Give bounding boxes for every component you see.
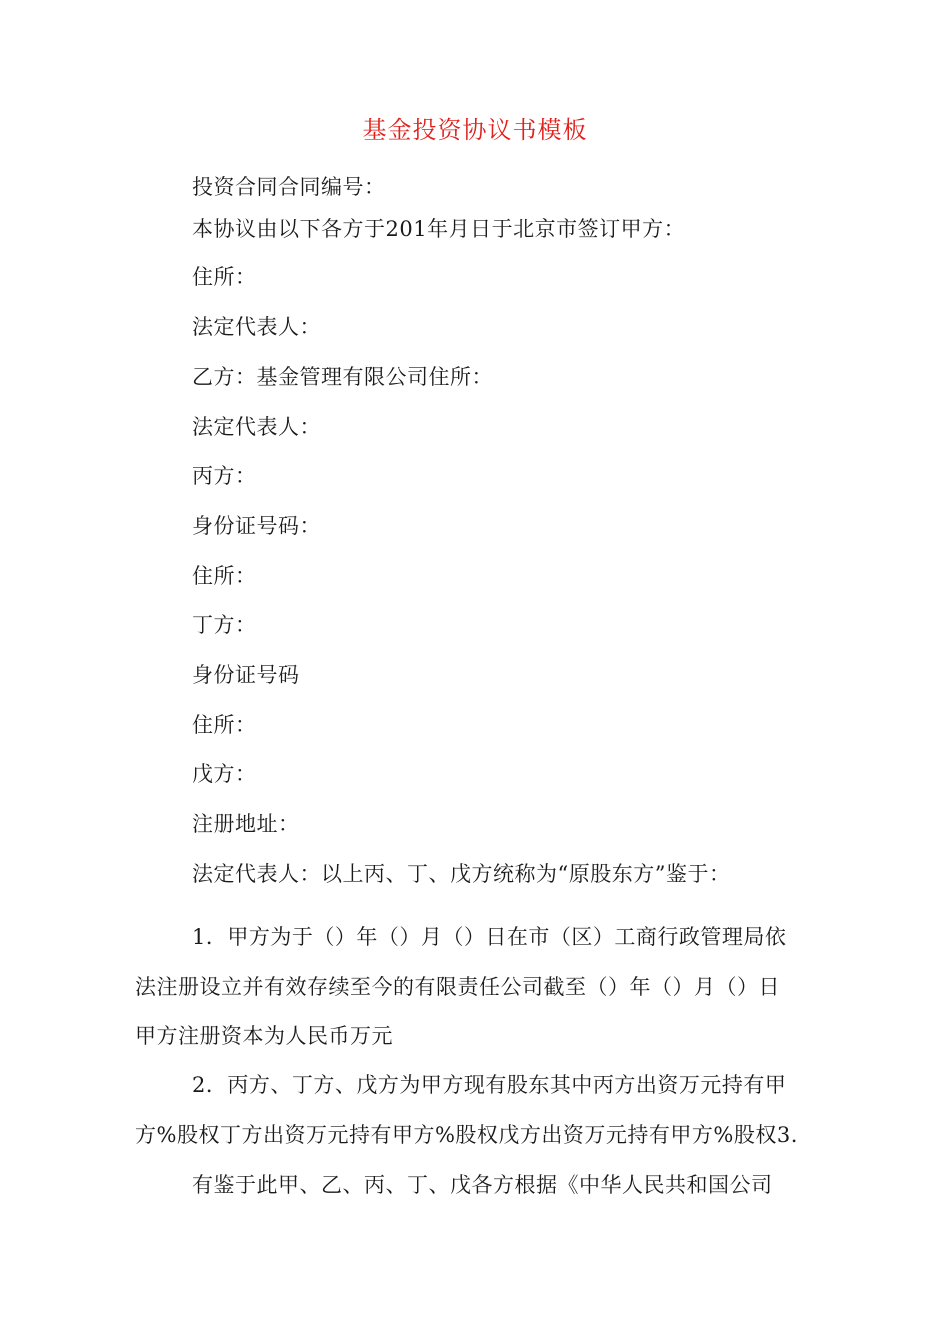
party-c-id-line: 身份证号码： [192, 514, 321, 538]
party-e-representative-line: 法定代表人：以上丙、丁、戊方统称为“原股东方”鉴于： [192, 862, 731, 886]
party-c-address-line: 住所： [192, 564, 257, 588]
party-d-id-line: 身份证号码 [192, 663, 300, 687]
signing-statement-line: 本协议由以下各方于201年月日于北京市签订甲方： [192, 217, 686, 241]
party-c-line: 丙方： [192, 464, 257, 488]
clause-3 [135, 1161, 815, 1211]
party-e-registered-address-line: 注册地址： [192, 812, 300, 836]
document-title: 基金投资协议书模板 [362, 116, 588, 144]
party-a-representative-line: 法定代表人： [192, 315, 321, 339]
party-d-address-line: 住所： [192, 713, 257, 737]
clause-1-line-2: 法注册设立并有效存续至今的有限责任公司截至（）年（）月（）日 [135, 974, 780, 999]
clause-1 [135, 913, 815, 1062]
party-b-line: 乙方：基金管理有限公司住所： [192, 365, 493, 389]
clause-3-line-1: 有鉴于此甲、乙、丙、丁、戊各方根据《中华人民共和国公司 [192, 1173, 773, 1197]
clause-2-line-2: 方%股权丁方出资万元持有甲方%股权戊方出资万元持有甲方%股权3. [135, 1122, 798, 1147]
clause-1-line-1: 1．甲方为于（）年（）月（）日在市（区）工商行政管理局依 [192, 925, 787, 949]
contract-number-line: 投资合同合同编号： [192, 175, 386, 199]
clause-2-line-1: 2．丙方、丁方、戊方为甲方现有股东其中丙方出资万元持有甲 [192, 1073, 787, 1097]
clause-1-line-3: 甲方注册资本为人民币万元 [135, 1024, 393, 1048]
party-a-address-line: 住所： [192, 265, 257, 289]
party-d-line: 丁方： [192, 613, 257, 637]
party-b-representative-line: 法定代表人： [192, 415, 321, 439]
party-e-line: 戊方： [192, 762, 257, 786]
clause-2 [135, 1061, 815, 1160]
